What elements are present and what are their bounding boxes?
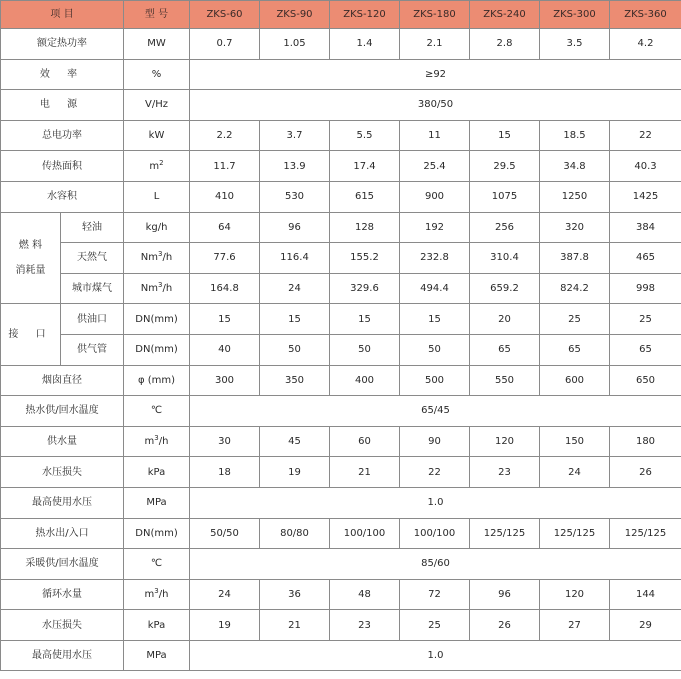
cell-value: 465: [610, 243, 681, 274]
cell-value: 1075: [470, 181, 540, 212]
row-label: 供水量: [1, 426, 124, 457]
cell-value: 125/125: [470, 518, 540, 549]
unit-base: Nm: [140, 252, 159, 264]
cell-value: 23: [330, 610, 400, 641]
cell-value: 65: [540, 334, 610, 365]
unit-base: m: [149, 160, 160, 172]
cell-value: 22: [610, 120, 681, 151]
header-model: ZKS-90: [260, 1, 330, 29]
cell-value: 2.8: [470, 29, 540, 60]
cell-value: 25: [610, 304, 681, 335]
unit-superscript: 3: [154, 586, 159, 595]
cell-value: 25: [540, 304, 610, 335]
table-row: [1, 273, 681, 304]
cell-value: 0.7: [190, 29, 260, 60]
row-unit: kW: [124, 120, 190, 151]
header-model: ZKS-300: [540, 1, 610, 29]
unit-superscript: 3: [154, 434, 159, 443]
row-unit: [124, 579, 190, 610]
table-row: [1, 518, 681, 549]
cell-value: 17.4: [330, 151, 400, 182]
cell-value: 90: [400, 426, 470, 457]
row-label: 最高使用水压: [1, 640, 124, 671]
row-unit: MW: [124, 29, 190, 60]
cell-value: 21: [330, 457, 400, 488]
cell-value: 310.4: [470, 243, 540, 274]
cell-value: 192: [400, 212, 470, 243]
row-label: 总电功率: [1, 120, 124, 151]
row-unit: DN(mm): [124, 518, 190, 549]
cell-value: 25: [400, 610, 470, 641]
table-row: [1, 457, 681, 488]
row-label: 效 率: [1, 59, 124, 90]
cell-value: 400: [330, 365, 400, 396]
cell-value: 40.3: [610, 151, 681, 182]
row-unit: ℃: [124, 549, 190, 580]
table-row: [1, 365, 681, 396]
row-label: 最高使用水压: [1, 487, 124, 518]
row-label: 轻油: [61, 212, 124, 243]
group-label-fuel: [1, 212, 61, 304]
cell-value: 650: [610, 365, 681, 396]
row-unit: kg/h: [124, 212, 190, 243]
cell-value: 2.2: [190, 120, 260, 151]
cell-value-merged: 1.0: [190, 640, 681, 671]
header-row: [1, 1, 681, 29]
table-row: [1, 29, 681, 60]
row-unit: DN(mm): [124, 334, 190, 365]
row-label: 城市煤气: [61, 273, 124, 304]
table-row: [1, 579, 681, 610]
cell-value: 96: [470, 579, 540, 610]
cell-value: 11.7: [190, 151, 260, 182]
cell-value: 25.4: [400, 151, 470, 182]
unit-superscript: 3: [158, 281, 163, 290]
row-unit: kPa: [124, 457, 190, 488]
cell-value: 24: [540, 457, 610, 488]
cell-value: 23: [470, 457, 540, 488]
cell-value: 45: [260, 426, 330, 457]
cell-value: 15: [190, 304, 260, 335]
cell-value: 600: [540, 365, 610, 396]
row-label: 供油口: [61, 304, 124, 335]
cell-value: 80/80: [260, 518, 330, 549]
cell-value: 1.05: [260, 29, 330, 60]
cell-value-merged: 85/60: [190, 549, 681, 580]
unit-tail: /h: [162, 283, 173, 295]
row-label: 循环水量: [1, 579, 124, 610]
cell-value: 40: [190, 334, 260, 365]
header-model: ZKS-180: [400, 1, 470, 29]
cell-value: 15: [470, 120, 540, 151]
unit-tail: /h: [158, 588, 169, 600]
cell-value: 384: [610, 212, 681, 243]
cell-value-merged: 65/45: [190, 396, 681, 427]
row-label: 天然气: [61, 243, 124, 274]
cell-value: 120: [540, 579, 610, 610]
cell-value: 900: [400, 181, 470, 212]
cell-value: 65: [610, 334, 681, 365]
cell-value: 18.5: [540, 120, 610, 151]
cell-value: 300: [190, 365, 260, 396]
cell-value: 96: [260, 212, 330, 243]
row-label: 电 源: [1, 90, 124, 121]
cell-value: 15: [260, 304, 330, 335]
cell-value: 155.2: [330, 243, 400, 274]
cell-value: 120: [470, 426, 540, 457]
cell-value: 410: [190, 181, 260, 212]
cell-value: 27: [540, 610, 610, 641]
cell-value: 50: [260, 334, 330, 365]
unit-superscript: 2: [159, 158, 164, 167]
cell-value: 72: [400, 579, 470, 610]
table-row: [1, 487, 681, 518]
cell-value: 11: [400, 120, 470, 151]
row-unit: MPa: [124, 487, 190, 518]
cell-value: 387.8: [540, 243, 610, 274]
cell-value: 24: [190, 579, 260, 610]
cell-value: 20: [470, 304, 540, 335]
cell-value: 350: [260, 365, 330, 396]
group-label-interface: 接 口: [1, 304, 61, 365]
group-label-line: 燃 料: [18, 239, 43, 251]
cell-value: 22: [400, 457, 470, 488]
cell-value: 320: [540, 212, 610, 243]
cell-value: 1250: [540, 181, 610, 212]
header-model: ZKS-360: [610, 1, 681, 29]
cell-value: 100/100: [400, 518, 470, 549]
cell-value: 1425: [610, 181, 681, 212]
cell-value: 998: [610, 273, 681, 304]
cell-value: 64: [190, 212, 260, 243]
cell-value: 15: [400, 304, 470, 335]
table-row: [1, 640, 681, 671]
cell-value: 2.1: [400, 29, 470, 60]
header-model: ZKS-240: [470, 1, 540, 29]
unit-base: m: [144, 436, 155, 448]
cell-value: 36: [260, 579, 330, 610]
cell-value: 5.5: [330, 120, 400, 151]
row-label: 热水出/入口: [1, 518, 124, 549]
cell-value: 494.4: [400, 273, 470, 304]
row-label: 水压损失: [1, 610, 124, 641]
cell-value: 180: [610, 426, 681, 457]
row-label: 传热面积: [1, 151, 124, 182]
cell-value: 150: [540, 426, 610, 457]
table-row: [1, 610, 681, 641]
row-unit: L: [124, 181, 190, 212]
unit-base: m: [144, 588, 155, 600]
cell-value: 21: [260, 610, 330, 641]
table-row: [1, 212, 681, 243]
cell-value: 4.2: [610, 29, 681, 60]
cell-value: 164.8: [190, 273, 260, 304]
cell-value: 500: [400, 365, 470, 396]
cell-value: 19: [260, 457, 330, 488]
table-row: [1, 426, 681, 457]
cell-value: 24: [260, 273, 330, 304]
unit-tail: /h: [162, 252, 173, 264]
row-unit: V/Hz: [124, 90, 190, 121]
cell-value: 232.8: [400, 243, 470, 274]
row-unit: [124, 273, 190, 304]
table-row: [1, 334, 681, 365]
row-unit: φ (mm): [124, 365, 190, 396]
table-row: [1, 396, 681, 427]
cell-value: 50/50: [190, 518, 260, 549]
table-row: [1, 549, 681, 580]
row-unit: %: [124, 59, 190, 90]
row-label: 热水供/回水温度: [1, 396, 124, 427]
row-unit: ℃: [124, 396, 190, 427]
cell-value: 30: [190, 426, 260, 457]
cell-value: 50: [400, 334, 470, 365]
cell-value: 26: [470, 610, 540, 641]
cell-value: 1.4: [330, 29, 400, 60]
row-unit: [124, 151, 190, 182]
table-row: [1, 304, 681, 335]
row-unit: MPa: [124, 640, 190, 671]
cell-value-merged: 1.0: [190, 487, 681, 518]
row-label: 水压损失: [1, 457, 124, 488]
cell-value: 615: [330, 181, 400, 212]
row-label: 额定热功率: [1, 29, 124, 60]
row-unit: DN(mm): [124, 304, 190, 335]
row-unit: [124, 426, 190, 457]
unit-superscript: 3: [158, 250, 163, 259]
header-unit: 型 号: [124, 1, 190, 29]
cell-value: 329.6: [330, 273, 400, 304]
table-row: [1, 90, 681, 121]
table-row: [1, 181, 681, 212]
cell-value: 18: [190, 457, 260, 488]
cell-value: 128: [330, 212, 400, 243]
cell-value: 13.9: [260, 151, 330, 182]
header-model: ZKS-120: [330, 1, 400, 29]
header-item: 项 目: [1, 1, 124, 29]
table-row: [1, 151, 681, 182]
row-label: 水容积: [1, 181, 124, 212]
table-row: [1, 120, 681, 151]
cell-value: 125/125: [540, 518, 610, 549]
cell-value: 125/125: [610, 518, 681, 549]
cell-value-merged: ≥92: [190, 59, 681, 90]
cell-value: 256: [470, 212, 540, 243]
table-row: [1, 243, 681, 274]
cell-value: 48: [330, 579, 400, 610]
cell-value: 824.2: [540, 273, 610, 304]
row-unit: kPa: [124, 610, 190, 641]
cell-value: 77.6: [190, 243, 260, 274]
cell-value: 50: [330, 334, 400, 365]
cell-value: 26: [610, 457, 681, 488]
row-unit: [124, 243, 190, 274]
cell-value: 15: [330, 304, 400, 335]
cell-value: 100/100: [330, 518, 400, 549]
cell-value: 659.2: [470, 273, 540, 304]
row-label: 采暖供/回水温度: [1, 549, 124, 580]
cell-value: 19: [190, 610, 260, 641]
row-label: 烟囱直径: [1, 365, 124, 396]
cell-value: 34.8: [540, 151, 610, 182]
unit-base: Nm: [140, 283, 159, 295]
cell-value: 530: [260, 181, 330, 212]
cell-value: 60: [330, 426, 400, 457]
cell-value: 116.4: [260, 243, 330, 274]
cell-value: 29.5: [470, 151, 540, 182]
cell-value: 144: [610, 579, 681, 610]
cell-value: 550: [470, 365, 540, 396]
unit-tail: /h: [158, 436, 169, 448]
cell-value-merged: 380/50: [190, 90, 681, 121]
cell-value: 3.7: [260, 120, 330, 151]
table-row: [1, 59, 681, 90]
cell-value: 65: [470, 334, 540, 365]
group-label-line: 消耗量: [15, 264, 46, 276]
header-model: ZKS-60: [190, 1, 260, 29]
cell-value: 3.5: [540, 29, 610, 60]
cell-value: 29: [610, 610, 681, 641]
row-label: 供气管: [61, 334, 124, 365]
